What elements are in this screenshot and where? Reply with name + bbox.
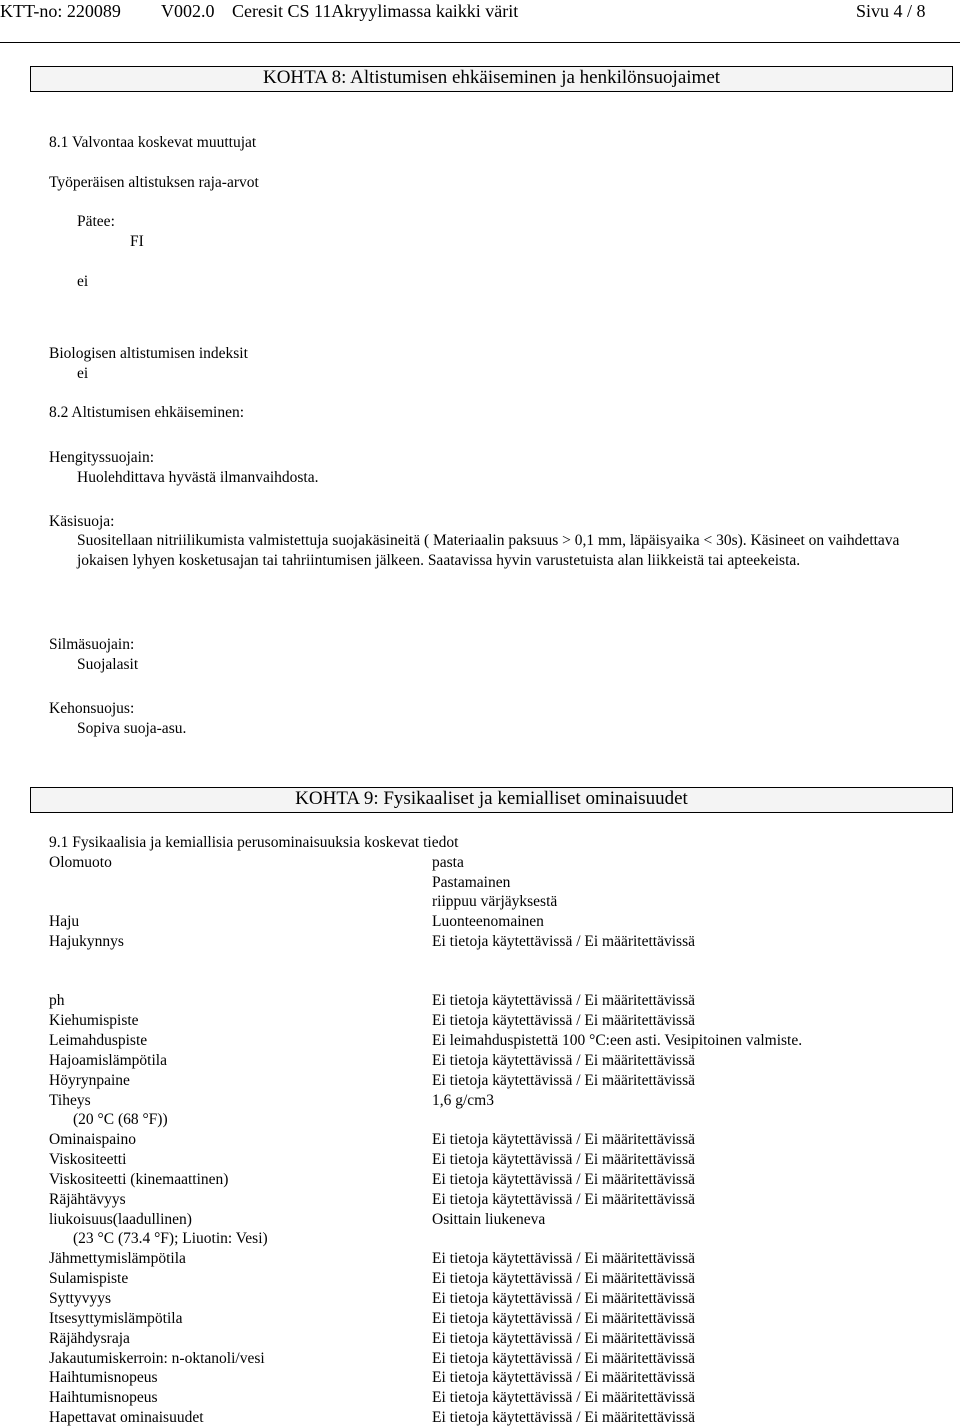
property-label: Viskositeetti (kinemaattinen) xyxy=(49,1170,229,1188)
property-label: Räjähtävyys xyxy=(49,1190,126,1208)
header-rule xyxy=(0,42,960,43)
odor-threshold-value: Ei tietoja käytettävissä / Ei määritettävissä xyxy=(432,933,695,950)
page-number: Sivu 4 / 8 xyxy=(856,1,926,21)
solubility-value: Osittain liukeneva xyxy=(432,1211,546,1228)
property-label: Höyrynpaine xyxy=(49,1071,130,1089)
odor-label: Haju xyxy=(49,913,80,930)
density-condition: (20 °C (68 °F)) xyxy=(73,1111,168,1128)
appearance-value: riippuu värjäyksestä xyxy=(432,893,558,910)
odor-row xyxy=(49,912,909,932)
property-value: Ei tietoja käytettävissä / Ei määritettävissä xyxy=(432,1309,695,1327)
property-row xyxy=(49,1071,909,1091)
appearance-row xyxy=(49,873,909,893)
odor-value: Luonteenomainen xyxy=(432,913,544,930)
density-label: Tiheys xyxy=(49,1092,91,1109)
property-row xyxy=(49,1289,909,1309)
property-value: Ei tietoja käytettävissä / Ei määritettävissä xyxy=(432,1051,695,1069)
respiratory-value: Huolehdittava hyvästä ilmanvaihdosta. xyxy=(77,469,319,486)
property-row xyxy=(49,1011,909,1031)
property-row xyxy=(49,1309,909,1329)
applies-label: Pätee: xyxy=(77,213,115,230)
property-label: Leimahduspiste xyxy=(49,1031,148,1049)
property-row xyxy=(49,1368,909,1388)
solubility-row xyxy=(49,1210,909,1230)
property-label: Syttyvyys xyxy=(49,1289,112,1307)
property-label: Jakautumiskerroin: n-oktanoli/vesi xyxy=(49,1349,265,1367)
property-value: Ei tietoja käytettävissä / Ei määritettävissä xyxy=(432,1250,695,1267)
property-label: Räjähdysraja xyxy=(49,1329,130,1347)
solubility-condition-row xyxy=(49,1229,909,1249)
property-value: Ei tietoja käytettävissä / Ei määritettävissä xyxy=(432,1289,695,1307)
bio-index-value: ei xyxy=(77,365,89,382)
property-row xyxy=(49,1170,909,1190)
property-value: Ei tietoja käytettävissä / Ei määritettävissä xyxy=(432,1011,695,1029)
property-row xyxy=(49,1051,909,1071)
property-value: Ei tietoja käytettävissä / Ei määritettävissä xyxy=(432,1150,695,1168)
property-value: Ei tietoja käytettävissä / Ei määritettävissä xyxy=(432,1170,695,1188)
odor-threshold-label: Hajukynnys xyxy=(49,933,124,950)
product-name: Ceresit CS 11Akryylimassa kaikki värit xyxy=(232,1,519,21)
hand-protection-value: Suositellaan nitriilikumista valmistettuja suojakäsineitä ( Materiaalin paksuus > 0,1 mm, läpäisyaika < 30s). Käsineet on vaihdettava jokaisen lyhyen kosketusajan tai tahriintumisen jälkeen. Saatavissa hyvin varustetuista alan liikkeistä tai apteekeista. xyxy=(77,532,900,569)
solubility-label: liukoisuus(laadullinen) xyxy=(49,1211,192,1228)
eye-protection-value: Suojalasit xyxy=(77,656,139,673)
property-value: Ei tietoja käytettävissä / Ei määritettävissä xyxy=(432,1190,695,1208)
density-condition-row xyxy=(49,1110,909,1130)
property-value: Ei tietoja käytettävissä / Ei määritettävissä xyxy=(432,1409,695,1427)
property-label: Haihtumisnopeus xyxy=(49,1369,158,1387)
body-protection-value: Sopiva suoja-asu. xyxy=(77,720,187,737)
property-value: Ei tietoja käytettävissä / Ei määritettävissä xyxy=(432,1369,695,1387)
applies-value: FI xyxy=(130,233,144,250)
property-value: Ei tietoja käytettävissä / Ei määritettävissä xyxy=(432,1329,695,1347)
property-row xyxy=(49,1150,909,1170)
appearance-row xyxy=(49,892,909,912)
property-row xyxy=(49,1269,909,1289)
density-row xyxy=(49,1091,909,1111)
appearance-value: pasta xyxy=(432,854,464,871)
property-label: Ominaispaino xyxy=(49,1131,136,1148)
property-label: Hajoamislämpötila xyxy=(49,1051,167,1069)
property-label: Haihtumisnopeus xyxy=(49,1389,158,1407)
property-row xyxy=(49,1408,909,1428)
property-row xyxy=(49,1031,909,1051)
doc-id: KTT-no: 220089 xyxy=(0,1,121,21)
hand-protection-label: Käsisuoja: xyxy=(49,513,115,530)
property-value: Ei tietoja käytettävissä / Ei määritettävissä xyxy=(432,1349,695,1367)
section-9-1-heading: 9.1 Fysikaalisia ja kemiallisia perusominaisuuksia koskevat tiedot xyxy=(49,834,459,851)
doc-version: V002.0 xyxy=(161,1,215,21)
odor-threshold-row xyxy=(49,932,909,952)
density-value: 1,6 g/cm3 xyxy=(432,1092,494,1109)
bio-index-heading: Biologisen altistumisen indeksit xyxy=(49,345,248,362)
property-row xyxy=(49,991,909,1011)
property-row xyxy=(49,1130,909,1150)
property-label: Jähmettymislämpötila xyxy=(49,1250,186,1267)
property-row xyxy=(49,1329,909,1349)
property-label: ph xyxy=(49,992,65,1009)
property-label: Viskositeetti xyxy=(49,1150,127,1168)
appearance-row xyxy=(49,853,909,873)
limit-values-heading: Työperäisen altistuksen raja-arvot xyxy=(49,174,259,191)
property-value: Ei leimahduspistettä 100 °C:een asti. Vesipitoinen valmiste. xyxy=(432,1031,803,1049)
appearance-label: Olomuoto xyxy=(49,854,112,871)
property-value: Ei tietoja käytettävissä / Ei määritettävissä xyxy=(432,992,695,1009)
property-row xyxy=(49,1388,909,1408)
property-row xyxy=(49,1190,909,1210)
eye-protection-label: Silmäsuojain: xyxy=(49,636,135,653)
property-value: Ei tietoja käytettävissä / Ei määritettävissä xyxy=(432,1131,695,1148)
property-label: Itsesyttymislämpötila xyxy=(49,1309,183,1327)
section-8-1-heading: 8.1 Valvontaa koskevat muuttujat xyxy=(49,134,257,151)
solubility-condition: (23 °C (73.4 °F); Liuotin: Vesi) xyxy=(73,1230,268,1247)
property-value: Ei tietoja käytettävissä / Ei määritettävissä xyxy=(432,1389,695,1407)
body-protection-label: Kehonsuojus: xyxy=(49,700,135,717)
section-8-title: KOHTA 8: Altistumisen ehkäiseminen ja henkilönsuojaimet xyxy=(30,66,953,92)
property-row xyxy=(49,1249,909,1269)
property-row xyxy=(49,1349,909,1369)
property-value: Ei tietoja käytettävissä / Ei määritettävissä xyxy=(432,1071,695,1089)
section-8-2-heading: 8.2 Altistumisen ehkäiseminen: xyxy=(49,404,245,421)
respiratory-label: Hengityssuojain: xyxy=(49,449,155,466)
property-label: Hapettavat ominaisuudet xyxy=(49,1409,204,1427)
property-label: Kiehumispiste xyxy=(49,1011,139,1029)
property-label: Sulamispiste xyxy=(49,1269,129,1287)
property-value: Ei tietoja käytettävissä / Ei määritettävissä xyxy=(432,1269,695,1287)
limit-value: ei xyxy=(77,273,89,290)
section-9-title: KOHTA 9: Fysikaaliset ja kemialliset ominaisuudet xyxy=(30,787,953,813)
appearance-value: Pastamainen xyxy=(432,874,511,891)
